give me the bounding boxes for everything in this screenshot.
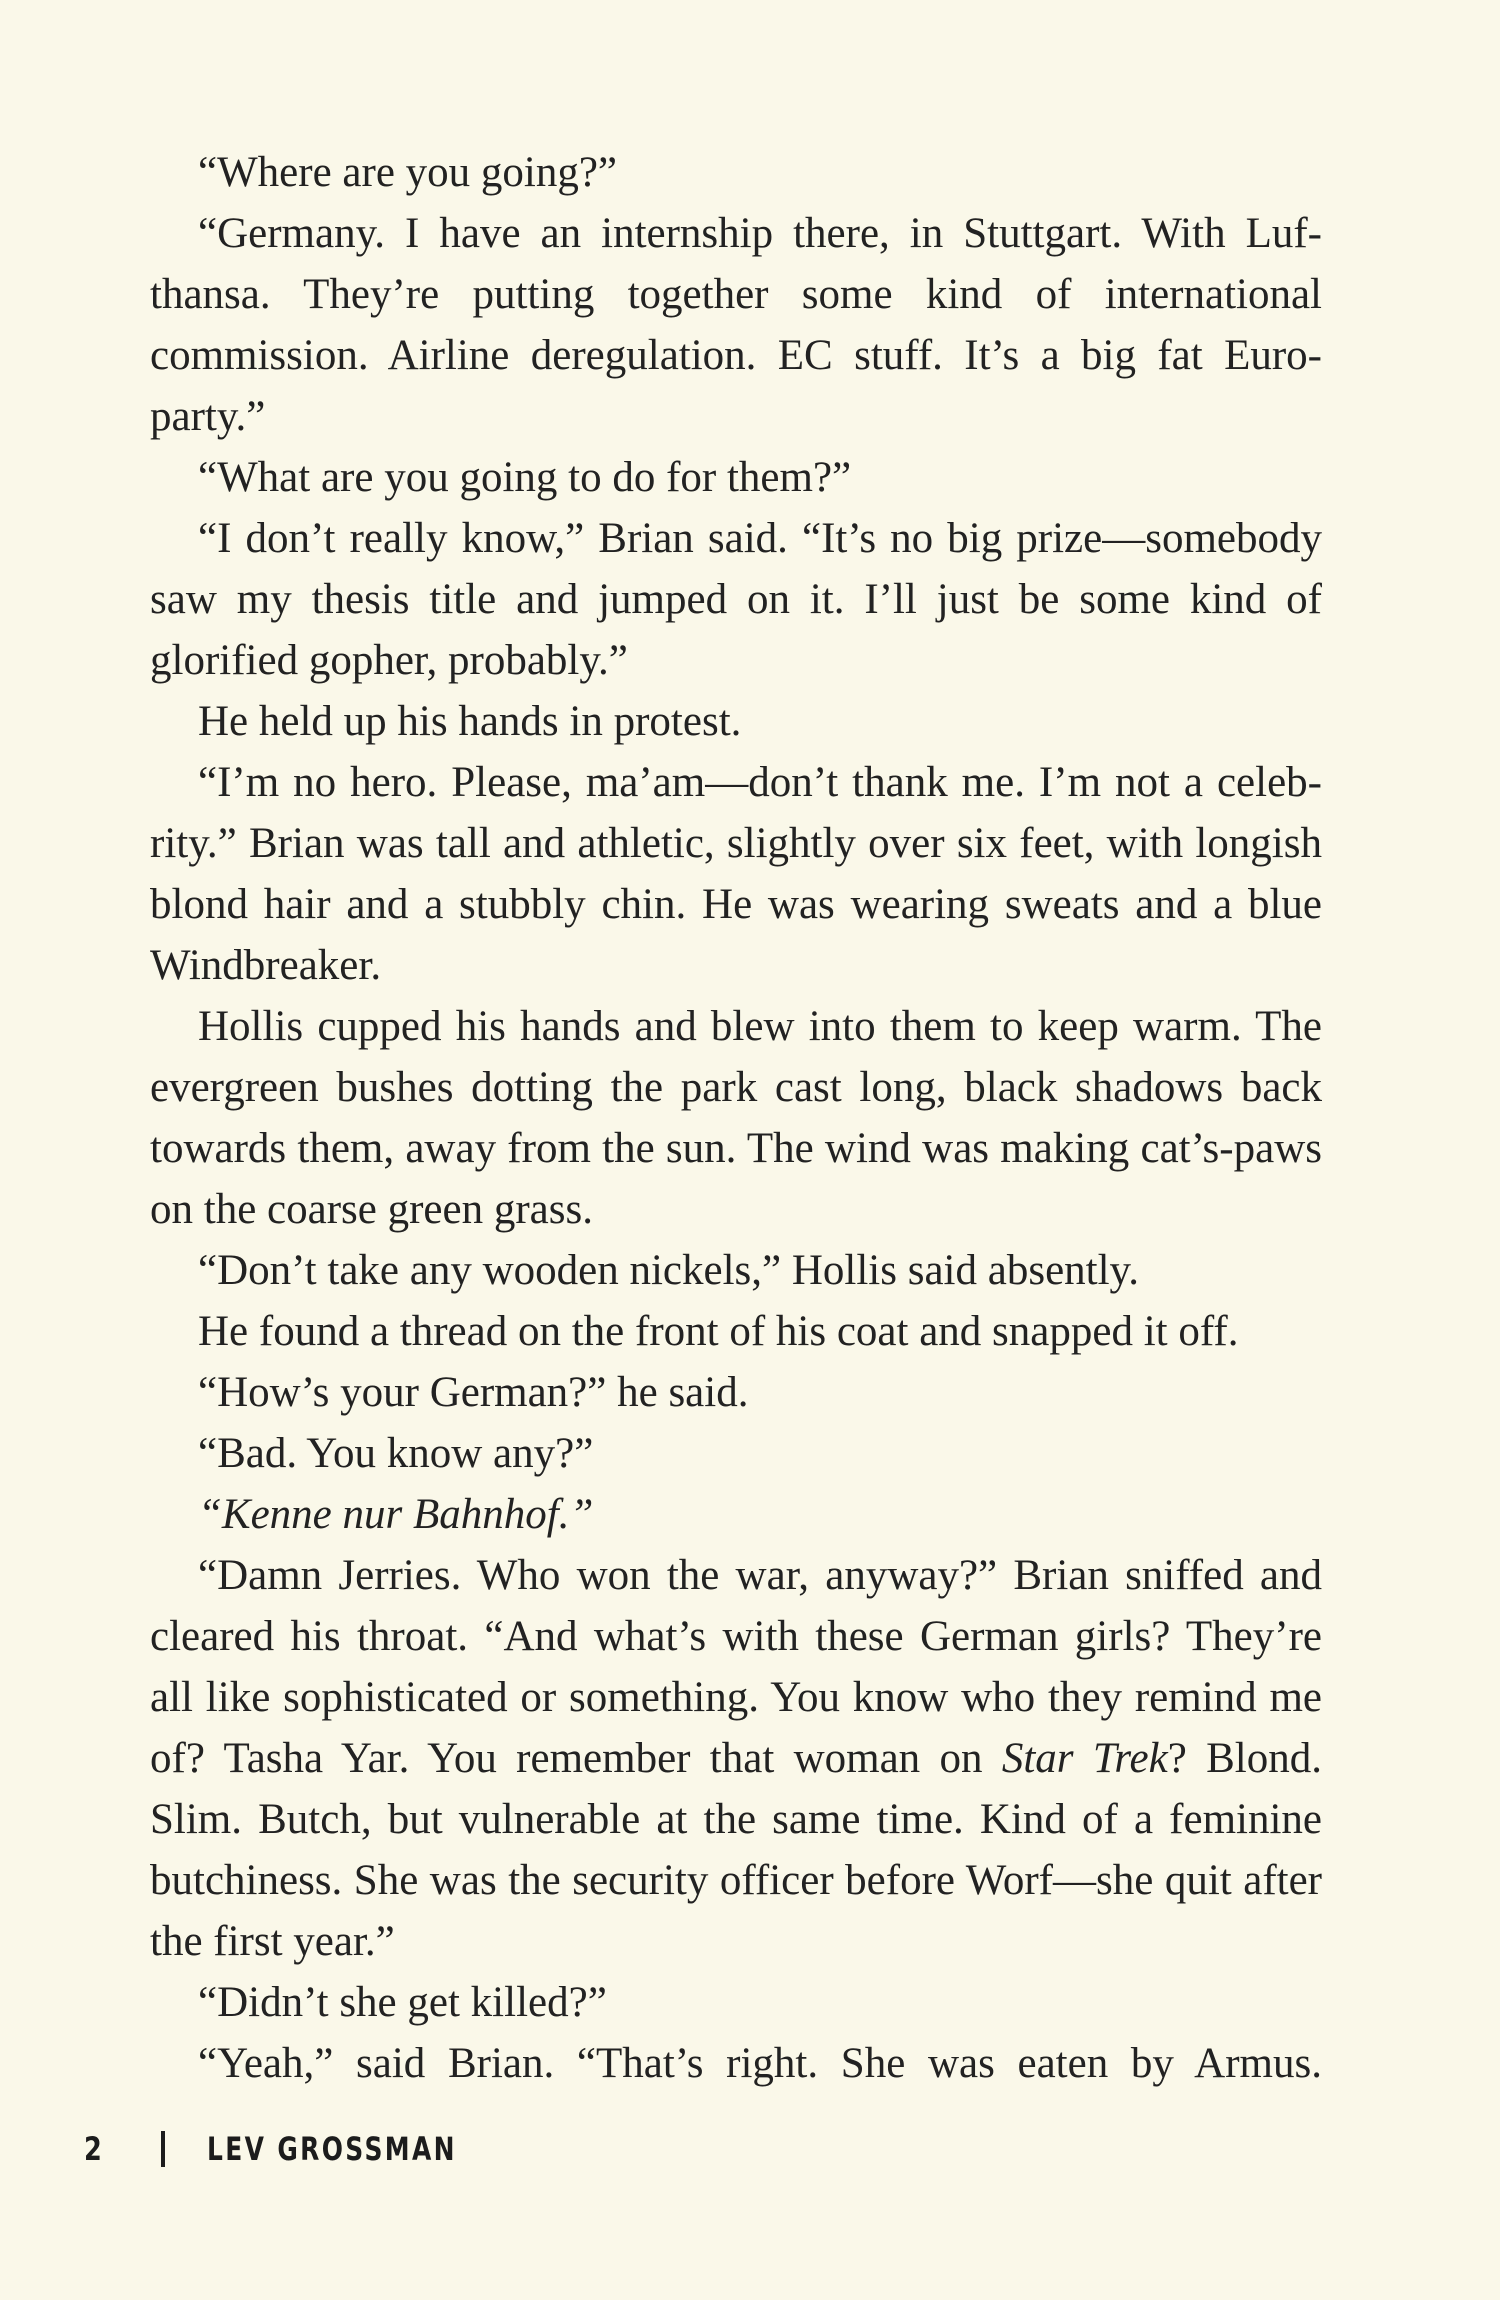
running-head-author: LEV GROSSMAN xyxy=(207,2130,458,2168)
paragraph: “Kenne nur Bahnhof.” xyxy=(198,1491,594,1538)
paragraph: “Don’t take any wooden nickels,” Hollis said absently. xyxy=(198,1247,1140,1294)
paragraph: “What are you going to do for them?” xyxy=(198,454,852,501)
paragraph: He held up his hands in protest. xyxy=(198,698,742,745)
paragraph: “Where are you going?” xyxy=(198,149,618,196)
page-number: 2 xyxy=(84,2130,105,2168)
paragraph: “I don’t really know,” Brian said. “It’s no big prize—somebody saw my thesis title and jumped on it. I’ll just be some kind of glorified gopher, probably.” xyxy=(150,515,1322,684)
paragraph: “Germany. I have an internship there, in Stuttgart. With Lufthansa. They’re putting together some kind of international commission. Airline deregulation. EC stuff. It’s a big fat Europarty.” xyxy=(150,210,1322,440)
paragraph: Hollis cupped his hands and blew into them to keep warm. The evergreen bushes dotting the park cast long, black shadows back towards them, away from the sun. The wind was making cat’s-paws on the coarse green grass. xyxy=(150,1003,1322,1233)
body-text xyxy=(150,142,1322,2094)
paragraph: “Damn Jerries. Who won the war, anyway?” Brian sniffed and cleared his throat. “And what’s with these German girls? They’re all like sophisticated or something. You know who they remind me of? Tasha Yar. You remember that woman on Star Trek? Blond. Slim. Butch, but vulnerable at the same time. Kind of a feminine butchiness. She was the security officer before Worf—she quit after the first year.” xyxy=(150,1552,1322,1965)
paragraph: “How’s your German?” he said. xyxy=(198,1369,749,1416)
page-footer xyxy=(84,2127,528,2171)
italic-title: Star Trek xyxy=(1001,1735,1168,1782)
paragraph: “I’m no hero. Please, ma’am—don’t thank me. I’m not a celebrity.” Brian was tall and athletic, slightly over six feet, with longish blond hair and a stubbly chin. He was wearing sweats and a blue Windbreaker. xyxy=(150,759,1322,989)
paragraph: He found a thread on the front of his coat and snapped it off. xyxy=(198,1308,1239,1355)
paragraph: “Didn’t she get killed?” xyxy=(198,1979,607,2026)
paragraph: “Bad. You know any?” xyxy=(198,1430,594,1477)
paragraph: “Yeah,” said Brian. “That’s right. She was eaten by Armus. xyxy=(198,2040,1322,2087)
footer-divider xyxy=(161,2131,165,2167)
